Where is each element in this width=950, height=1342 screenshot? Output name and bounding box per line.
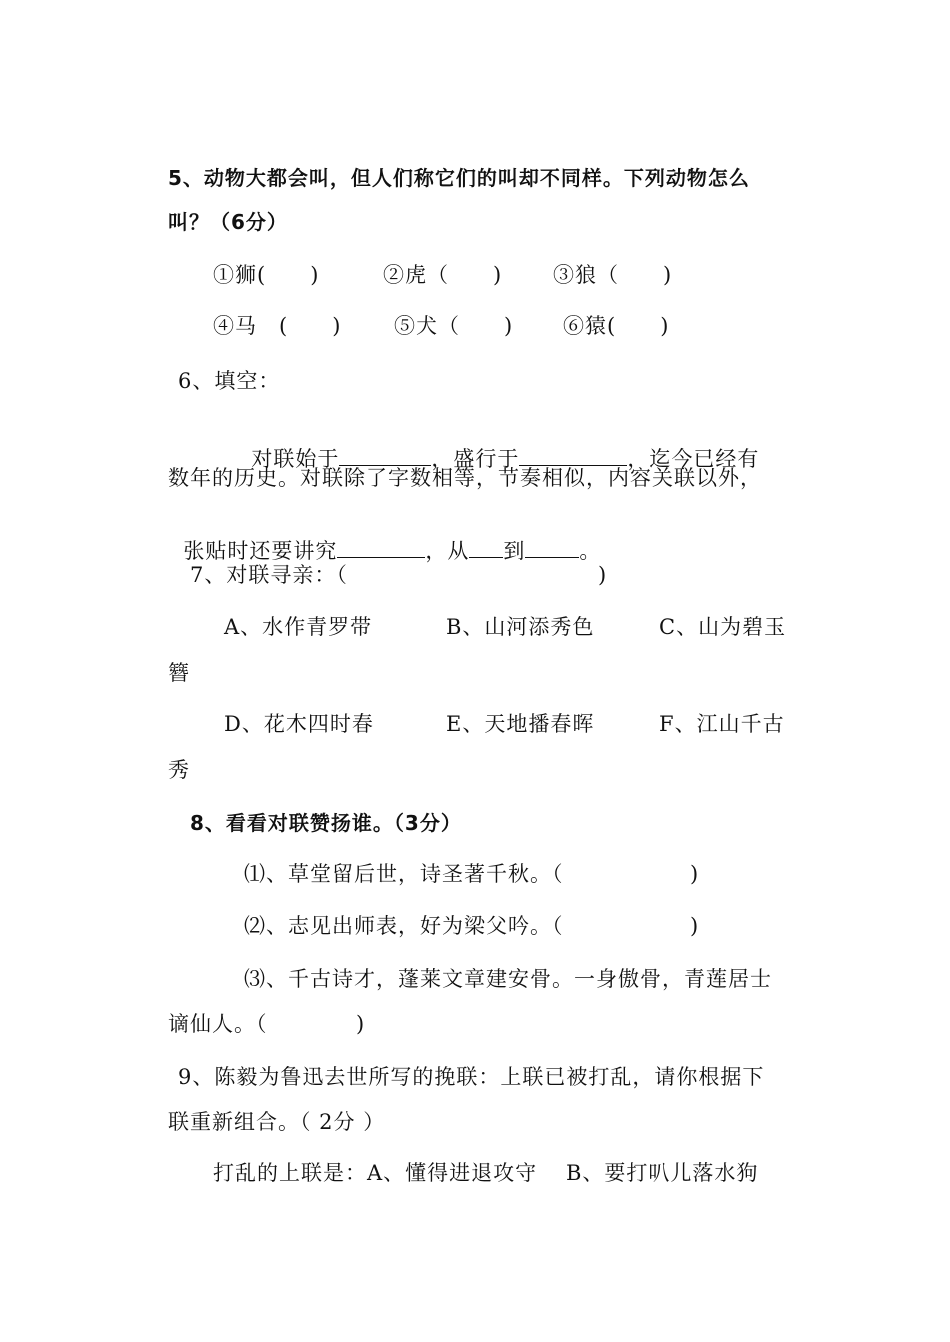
q8-item3-close: ) [356,1012,366,1036]
q5-option-lion: ①狮( ) [213,263,320,287]
q6-line1-part-a: 对联始于 [251,447,340,471]
q8-item2-close: ) [690,914,700,938]
q8-item3: ⑶、千古诗才，蓬莱文章建安骨。一身傲骨，青莲居士 [244,967,772,991]
q5-option-wolf: ③狼（ ) [553,263,673,287]
q6-line2: 数年的历史。对联除了字数相等，节奏相似，内容关联以外， [168,466,762,490]
q7-title: 7、对联寻亲：（ [190,563,348,587]
q9-line2: 联重新组合。（ 2分 ） [168,1110,386,1134]
q7-option-d: D、花木四时春 [224,712,374,736]
q7-option-c-cont: 簪 [168,661,190,685]
q6-line3-part-a: 张贴时还要讲究 [183,539,338,563]
q6-blank-from[interactable] [469,537,503,558]
q7-option-f-cont: 秀 [168,758,190,782]
q6-blank-to[interactable] [525,537,579,558]
q9-line1: 9、陈毅为鲁迅去世所写的挽联：上联已被打乱，请你根据下 [178,1065,765,1089]
q8-item1-close: ) [690,862,700,886]
q5-option-dog: ⑤犬（ ) [394,314,514,338]
q6-line3-part-b: ，从 [425,539,470,563]
q5-option-tiger: ②虎（ ) [383,263,503,287]
q6-blank-origin[interactable] [339,445,431,466]
q6-title: 6、填空： [178,369,281,393]
q9-line3-a: 打乱的上联是：A、懂得进退攻守 [213,1161,538,1185]
q5-option-horse: ④马 ( ) [213,314,342,338]
q6-line3-part-d: 。 [579,539,602,563]
q6-blank-attention[interactable] [337,537,425,558]
q9-line3-b: B、要打叭儿落水狗 [566,1161,759,1185]
q8-item1: ⑴、草堂留后世，诗圣著千秋。（ [244,862,564,886]
q7-close-paren: ) [598,563,608,587]
q6-line3-part-c: 到 [503,539,526,563]
q7-option-e: E、天地播春晖 [446,712,595,736]
q7-option-f: F、江山千古 [659,712,785,736]
q6-line1-part-b: ，盛行于 [431,447,520,471]
q8-item2: ⑵、志见出师表，好为梁父吟。（ [244,914,564,938]
q5-option-ape: ⑥猿( ) [563,314,670,338]
q5-line2: 叫？（6分） [168,210,288,234]
q5-line1: 5、动物大都会叫，但人们称它们的叫却不同样。下列动物怎么 [168,166,750,190]
q6-line3 [168,511,601,564]
q6-blank-flourish[interactable] [519,445,627,466]
q8-item3-cont: 谪仙人。（ [168,1012,268,1036]
q7-option-b: B、山河添秀色 [446,615,595,639]
q7-option-c: C、山为碧玉 [659,615,787,639]
q6-line1-part-c: ，迄今已经有 [627,447,760,471]
q8-title: 8、看看对联赞扬谁。（3分） [190,811,462,835]
q7-option-a: A、水作青罗带 [224,615,373,639]
